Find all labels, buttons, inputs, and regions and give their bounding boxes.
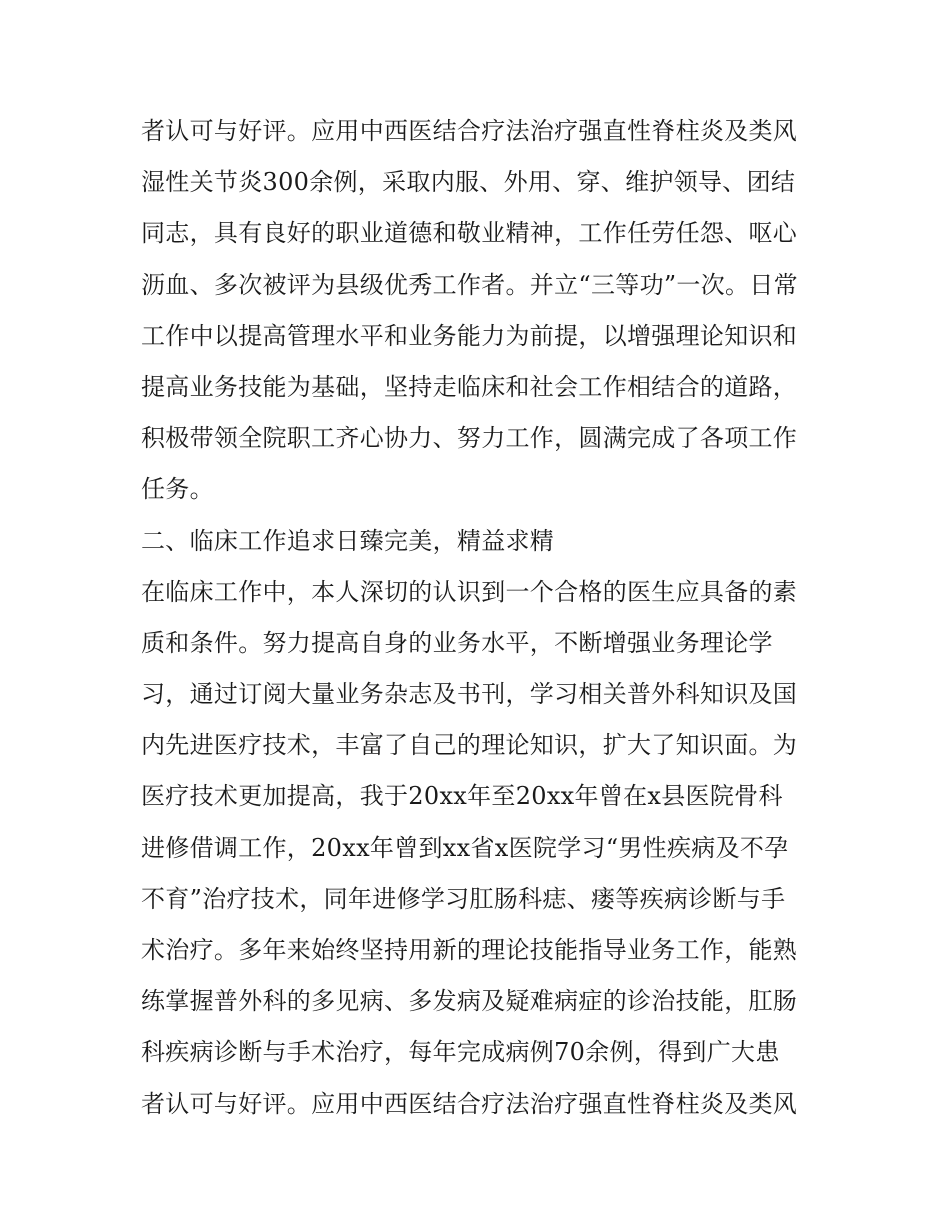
text-line: 科疾病诊断与手术治疗，每年完成病例70余例，得到广大患 — [141, 1038, 780, 1067]
text-line: 质和条件。努力提高自身的业务水平，不断增强业务理论学 — [141, 628, 773, 657]
text-line: 同志，具有良好的职业道德和敬业精神，工作任劳任怨、呕心 — [141, 219, 798, 248]
text-line: 不育”治疗技术，同年进修学习肛肠科痣、瘘等疾病诊断与手 — [141, 884, 786, 913]
text-line: 积极带领全院职工齐心协力、努力工作，圆满完成了各项工作 — [141, 424, 798, 453]
text-line: 医疗技术更加提高，我于20xx年至20xx年曾在x县医院骨科 — [141, 782, 783, 811]
section-heading: 二、临床工作追求日臻完美，精益求精 — [141, 526, 555, 555]
text-line: 者认可与好评。应用中西医结合疗法治疗强直性脊柱炎及类风 — [141, 117, 798, 145]
text-line: 术治疗。多年来始终坚持用新的理论技能指导业务工作，能熟 — [141, 936, 798, 964]
text-line: 习，通过订阅大量业务杂志及书刊，学习相关普外科知识及国 — [141, 680, 798, 709]
text-line: 练掌握普外科的多见病、多发病及疑难病症的诊治技能，肛肠 — [141, 987, 798, 1016]
text-line: 提高业务技能为基础，坚持走临床和社会工作相结合的道路， — [141, 372, 798, 401]
text-line: 任务。 — [141, 475, 214, 504]
text-line: 者认可与好评。应用中西医结合疗法治疗强直性脊柱炎及类风 — [141, 1089, 798, 1118]
text-line: 工作中以提高管理水平和业务能力为前提，以增强理论知识和 — [141, 321, 798, 350]
text-line: 在临床工作中，本人深切的认识到一个合格的医生应具备的素 — [141, 577, 798, 606]
text-line: 进修借调工作，20xx年曾到xx省x医院学习“男性疾病及不孕 — [141, 833, 789, 862]
document-body — [141, 106, 821, 1130]
text-line: 湿性关节炎300余例，采取内服、外用、穿、维护领导、团结 — [141, 168, 796, 197]
text-line: 沥血、多次被评为县级优秀工作者。并立“三等功”一次。日常 — [141, 270, 798, 299]
text-line: 内先进医疗技术，丰富了自己的理论知识，扩大了知识面。为 — [141, 731, 798, 760]
